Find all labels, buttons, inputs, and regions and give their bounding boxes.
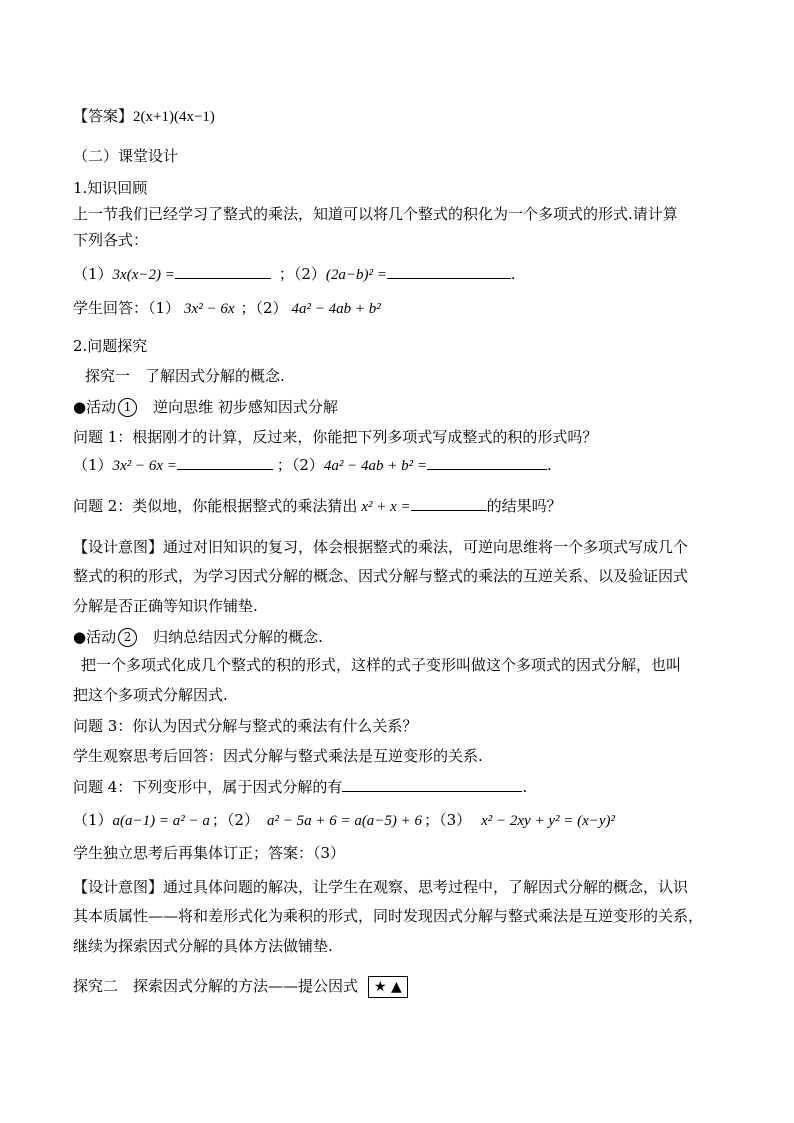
problem-line: 问题 3：你认为因式分解与整式的乘法有什么关系？ [73,717,418,735]
separator: ；（2） [278,265,326,283]
design-intent-line: 其本质属性——将和差形式化为乘积的形式，同时发现因式分解与整式乘法是互逆变形的关系， [73,907,704,925]
option-label: （1） [73,811,113,829]
design-intent-line: 【设计意图】通过具体问题的解决，让学生在观察、思考过程中，了解因式分解的概念，认识 [73,878,689,896]
student-answer-line [73,298,381,319]
period: . [522,778,528,796]
period: . [510,265,516,283]
student-answer-expression: 4a² − 4ab + b² [291,301,381,317]
problem-text: 的结果吗？ [486,497,562,515]
exploration-title-text: 探究二 探索因式分解的方法——提公因式 [73,977,359,995]
subsection-title: 2.问题探究 [73,337,148,355]
answer-line [73,106,215,127]
design-intent-line: 继续为探索因式分解的具体方法做铺垫. [73,937,333,955]
answer-label: 【答案】 [73,107,134,125]
option-label: ；（3） [424,811,472,829]
circled-number: 1 [118,398,137,417]
exploration-title: 探究一 了解因式分解的概念. [85,367,285,385]
options-line [73,810,615,831]
exercise-expression: 3x² − 6x = [112,458,177,474]
option-expression: a² − 5a + 6 = a(a−5) + 6 [266,813,423,829]
answer-blank [175,264,271,279]
design-intent-line: 分解是否正确等知识作铺垫. [73,597,258,615]
option-label: ；（2） [211,811,259,829]
bullet: ●活动 [73,628,117,646]
answer-blank [177,455,273,470]
problem-expression: x² + x = [361,499,411,515]
answer-blank [427,455,547,470]
subsection-title: 1.知识回顾 [73,179,148,197]
separator: ；（2） [240,299,288,317]
student-label: 学生回答：（1） [73,299,181,317]
activity-heading [73,627,323,647]
option-expression: a(a−1) = a² − a [112,813,210,829]
activity-heading [73,397,338,417]
definition-line: 把一个多项式化成几个整式的积的形式，这样的式子变形叫做这个多项式的因式分解，也叫 [81,656,682,674]
design-intent-line: 整式的积的形式，为学习因式分解的概念、因式分解与整式的乘法的互逆关系、以及验证因式 [73,567,689,585]
paragraph-line: 上一节我们已经学习了整式的乘法，知道可以将几个整式的积化为一个多项式的形式.请计算 [73,205,678,223]
exercise-line [73,264,516,285]
problem-text: 问题 2：类似地，你能根据整式的乘法猜出 [73,497,358,515]
exercise-expression: (2a−b)² = [325,267,387,283]
activity-title: 逆向思维 初步感知因式分解 [153,398,338,416]
answer-line: 学生观察思考后回答：因式分解与整式乘法是互逆变形的关系. [73,747,483,765]
section-heading: （二）课堂设计 [73,147,179,165]
separator: ；（2） [276,456,324,474]
answer-line: 学生独立思考后再集体订正；答案：（3） [73,844,346,862]
paragraph-line: 下列各式： [73,231,149,249]
answer-blank [342,777,522,792]
period: . [547,456,552,474]
difficulty-marks: ★ ▲ [368,976,408,998]
definition-line: 把这个多项式分解因式. [73,686,228,704]
option-expression: x² − 2xy + y² = (x−y)² [481,813,616,829]
problem-text: 问题 4：下列变形中，属于因式分解的有 [73,778,343,796]
circled-number: 2 [118,628,137,647]
exercise-expression: 4a² − 4ab + b² = [323,458,428,474]
exercise-expression: 3x(x−2) = [112,267,175,283]
exercise-line [73,455,552,476]
exercise-label: （1） [73,265,113,283]
student-answer-expression: 3x² − 6x [184,301,235,317]
bullet: ●活动 [73,398,117,416]
activity-title: 归纳总结因式分解的概念. [153,628,323,646]
problem-line [73,496,562,517]
answer-blank [387,264,511,279]
exercise-label: （1） [73,456,113,474]
problem-line [73,777,527,797]
problem-line: 问题 1：根据刚才的计算，反过来，你能把下列多项式写成整式的积的形式吗？ [73,428,598,446]
answer-blank [411,496,487,511]
design-intent-line: 【设计意图】通过对旧知识的复习，体会根据整式的乘法，可逆向思维将一个多项式写成几个 [73,538,689,556]
answer-expression: 2(x+1)(4x−1) [133,109,215,125]
exploration-title [73,976,408,998]
